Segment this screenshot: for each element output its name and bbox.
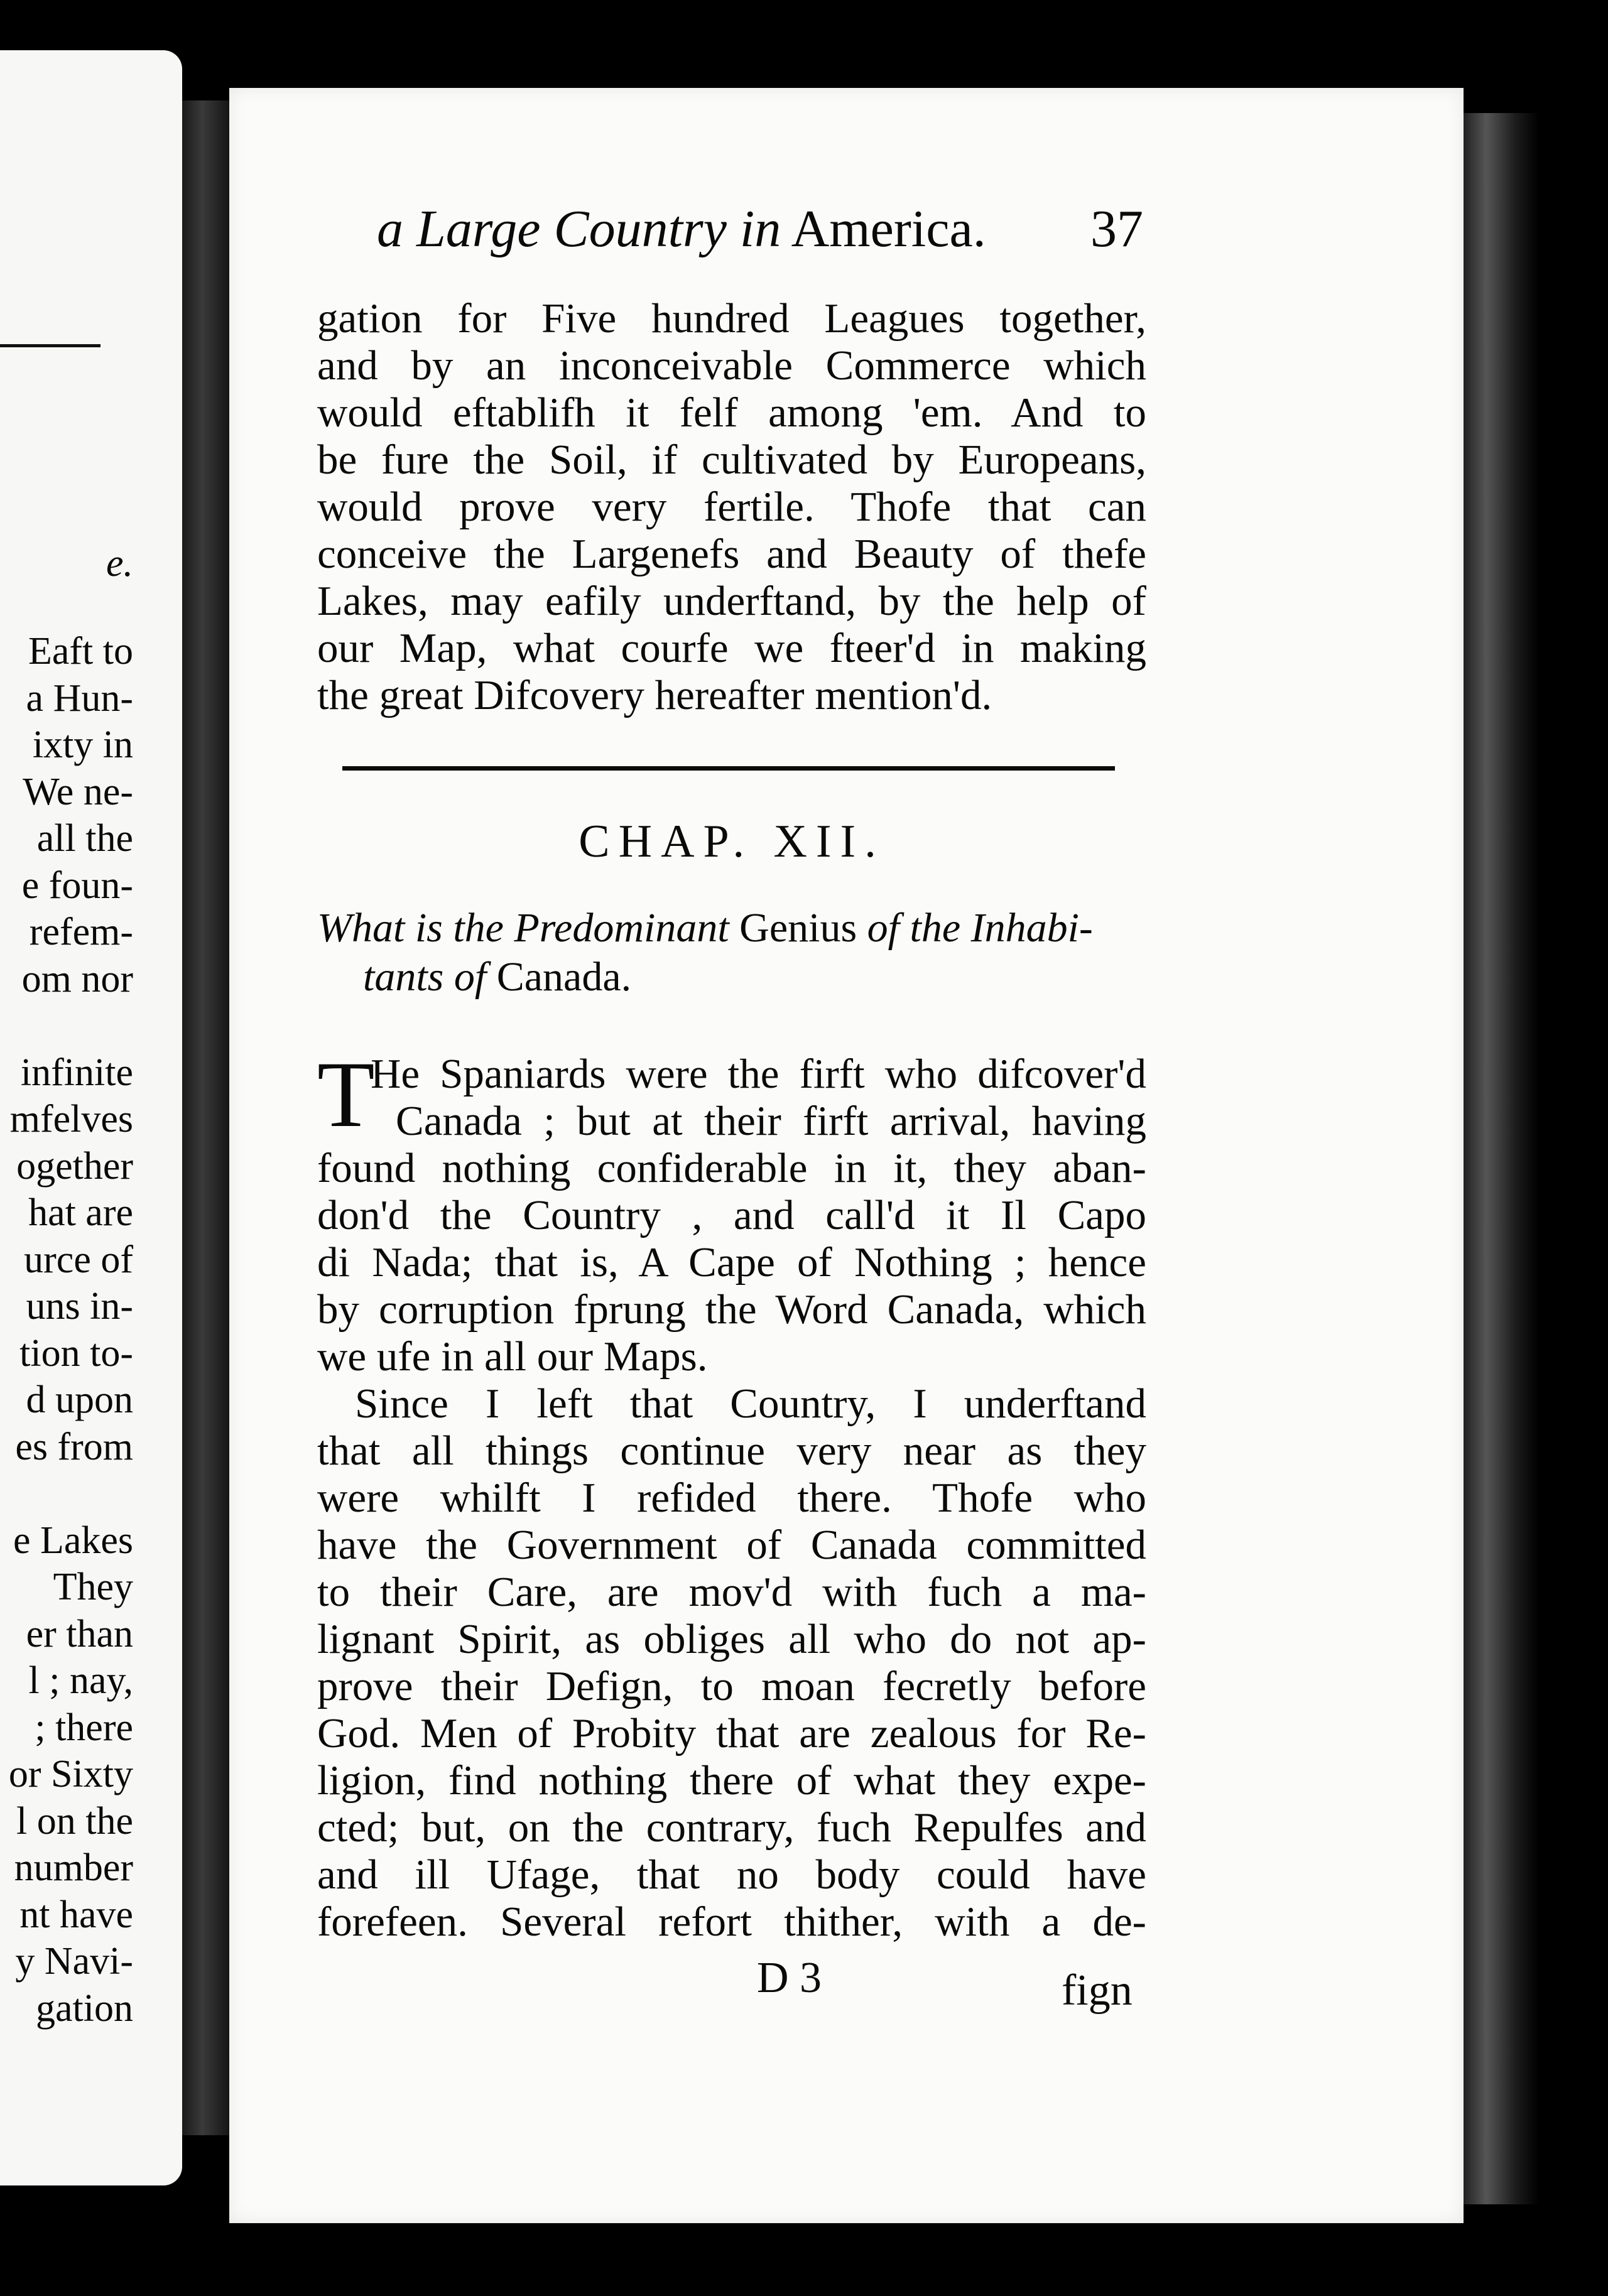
text-line: ; there — [35, 1706, 133, 1749]
text-line: l ; nay, — [28, 1659, 133, 1702]
text-line: the great Difcovery hereafter mention'd. — [317, 672, 992, 718]
subtitle-part: Canada. — [496, 954, 632, 1000]
text-line: found nothing confiderable in it, they aban- — [317, 1145, 1146, 1191]
text-line: we ufe in all our Maps. — [317, 1333, 708, 1380]
text-line: e foun- — [21, 864, 133, 907]
text-line: cted; but, on the contrary, fuch Repulfes and — [317, 1804, 1146, 1851]
chapter-rule — [342, 766, 1115, 771]
text-line: nt have — [19, 1893, 133, 1936]
text-line: infinite — [20, 1051, 133, 1094]
text-line: y Navi- — [15, 1940, 133, 1983]
text-line: We ne- — [23, 770, 133, 813]
text-line: would prove very fertile. Thofe that can — [317, 484, 1146, 530]
text-line: e Lakes — [13, 1519, 133, 1562]
text-line: God. Men of Probity that are zealous for Re- — [317, 1710, 1146, 1757]
book-gutter — [182, 100, 232, 2135]
text-line: and by an inconceivable Commerce which — [317, 342, 1146, 389]
catchword: fign — [1062, 1966, 1133, 2015]
text-line: hat are — [28, 1191, 133, 1234]
text-line: Eaft to — [28, 630, 133, 673]
text-line: ogether — [16, 1144, 133, 1188]
text-line: es from — [15, 1425, 133, 1468]
text-line: gation — [36, 1986, 133, 2030]
text-line: urce of — [24, 1238, 133, 1281]
text-line: and ill Ufage, that no body could have — [317, 1851, 1146, 1898]
running-header — [377, 198, 1143, 261]
text-line: were whilft I refided there. Thofe who — [317, 1475, 1146, 1521]
text-line: forefeen. Several refort thither, with a de- — [317, 1898, 1146, 1945]
text-line: mfelves — [9, 1098, 133, 1140]
text-line: by corruption fprung the Word Canada, which — [317, 1286, 1146, 1333]
text-line: gation for Five hundred Leagues together, — [317, 295, 1146, 342]
text-line: ixty in — [32, 723, 133, 766]
text-line: Since I left that Country, I underftand — [355, 1380, 1146, 1427]
left-page-heading: e. — [106, 542, 133, 585]
text-line: ligion, find nothing there of what they expe- — [317, 1757, 1146, 1804]
text-line: Lakes, may eafily underftand, by the help of — [317, 578, 1146, 624]
text-line: tion to- — [19, 1331, 133, 1375]
text-line: don'd the Country , and call'd it Il Capo — [317, 1192, 1146, 1238]
text-line: di Nada; that is, A Cape of Nothing ; hence — [317, 1239, 1146, 1286]
subtitle-part: What is the Predominant — [317, 905, 729, 951]
text-line: a Hun- — [26, 676, 133, 720]
left-page-rule — [0, 344, 100, 347]
text-line: d upon — [26, 1378, 133, 1421]
text-line: refem- — [29, 911, 133, 953]
drop-cap: T — [317, 1042, 375, 1147]
chapter-subtitle-line-1 — [317, 904, 1146, 952]
text-line: lignant Spirit, as obliges all who do not ap- — [317, 1616, 1146, 1662]
text-line: or Sixty — [8, 1753, 133, 1795]
text-line: l on the — [16, 1799, 133, 1843]
text-line: our Map, what courfe we fteer'd in making — [317, 625, 1146, 671]
text-line: number — [14, 1846, 133, 1889]
text-line: would eftablifh it felf among 'em. And to — [317, 389, 1146, 436]
text-line: om nor — [21, 957, 133, 1000]
page-number: 37 — [1090, 200, 1143, 258]
text-line: prove their Defign, to moan fecretly before — [317, 1663, 1146, 1709]
running-title: a Large Country in — [377, 200, 781, 258]
chapter-subtitle-line-2 — [363, 953, 1146, 1001]
text-line: conceive the Largenefs and Beauty of thefe — [317, 531, 1146, 577]
text-line: uns in- — [26, 1285, 133, 1328]
page-edge — [1464, 113, 1539, 2204]
text-line: He Spaniards were the firft who difcover'd — [371, 1051, 1146, 1097]
text-line: to their Care, are mov'd with fuch a ma- — [317, 1569, 1146, 1615]
running-title-america: America. — [791, 200, 986, 258]
text-line: that all things continue very near as they — [317, 1427, 1146, 1474]
text-line: er than — [26, 1612, 133, 1655]
left-page — [0, 50, 182, 2185]
text-line: have the Government of Canada committed — [317, 1522, 1146, 1568]
subtitle-part: Genius — [739, 905, 857, 951]
text-line: all the — [36, 817, 133, 860]
subtitle-part: tants of — [363, 954, 487, 1000]
text-line: be fure the Soil, if cultivated by Europeans, — [317, 436, 1146, 483]
text-line: They — [53, 1566, 133, 1608]
chapter-heading: CHAP. XII. — [579, 816, 885, 867]
subtitle-part: of the Inhabi- — [867, 905, 1093, 951]
text-line: Canada ; but at their firft arrival, having — [396, 1098, 1146, 1144]
signature-mark: D 3 — [757, 1954, 822, 2002]
